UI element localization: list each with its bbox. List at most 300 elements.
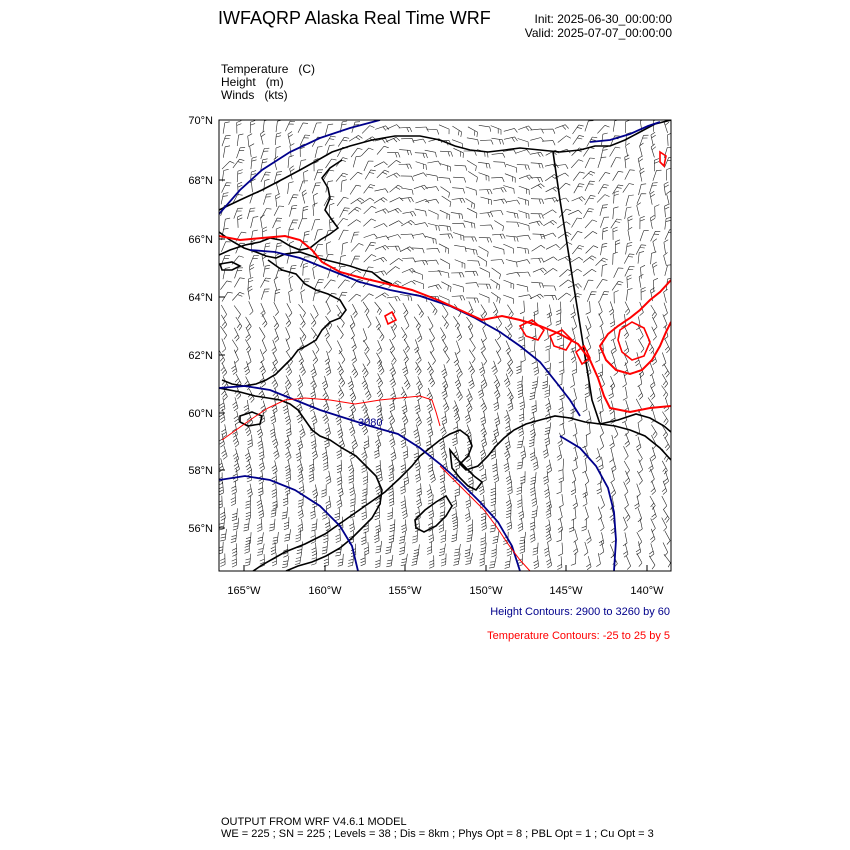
wind-barb [403, 212, 416, 217]
wind-barb [257, 424, 263, 438]
wind-barb [612, 281, 623, 290]
wind-barb [438, 177, 450, 183]
wind-barb [275, 133, 281, 145]
wind-barb [531, 199, 544, 204]
wind-barb [387, 507, 392, 520]
wind-barb [479, 294, 489, 303]
wind-barb [441, 282, 451, 292]
wind-barb [339, 350, 345, 363]
wind-barb [583, 399, 587, 412]
wind-barb [402, 258, 415, 263]
wind-barb [654, 159, 659, 172]
wind-barb [650, 496, 655, 510]
wind-barb [314, 280, 324, 290]
wind-barb [454, 245, 466, 252]
wind-barb [390, 185, 403, 192]
wind-barb [322, 376, 328, 390]
wind-barb [249, 264, 254, 277]
wind-barb [585, 158, 595, 168]
wind-barb [587, 292, 596, 302]
wind-barb [374, 162, 388, 167]
wind-barb [399, 127, 412, 132]
wind-barb [468, 171, 477, 182]
wind-barb [518, 518, 523, 531]
wind-barb [507, 517, 512, 530]
model-version: OUTPUT FROM WRF V4.6.1 MODEL [221, 816, 407, 828]
wind-barb [401, 138, 414, 143]
wind-barb [403, 350, 408, 363]
wind-barb [325, 517, 330, 530]
wind-barb [401, 496, 406, 509]
wind-barb [454, 409, 460, 423]
wind-barb [363, 302, 369, 315]
wind-barb [573, 388, 577, 402]
wind-barb [272, 400, 278, 414]
wind-barb [614, 291, 619, 304]
wind-barb [504, 410, 510, 424]
wind-barb [361, 294, 373, 302]
wind-barb [452, 188, 464, 194]
wind-barb [235, 268, 244, 279]
wind-barb [276, 194, 281, 207]
wind-barb [599, 172, 610, 181]
wind-barb [545, 422, 551, 434]
wind-barb [451, 530, 457, 542]
wind-barb [624, 461, 630, 475]
wind-barb [276, 253, 281, 266]
wind-barb [598, 507, 602, 521]
wind-barb [337, 341, 342, 355]
wind-barb [259, 505, 264, 518]
wind-barb [427, 542, 432, 555]
wind-barb [231, 361, 237, 375]
wind-barb [652, 317, 657, 331]
wind-barb [572, 470, 576, 484]
wind-barb [453, 177, 466, 182]
wind-barb [639, 460, 643, 474]
wind-barb [546, 555, 552, 569]
wind-barb [585, 471, 589, 485]
wind-barb [222, 339, 226, 353]
wind-barb [598, 301, 602, 315]
wind-barb [348, 376, 354, 390]
wind-barb [375, 245, 389, 250]
wind-barb [309, 469, 314, 482]
wind-barb [290, 205, 298, 216]
wind-barb [231, 481, 236, 494]
wind-barb [610, 376, 615, 390]
wind-barb [313, 123, 322, 134]
wind-barb [261, 303, 266, 317]
wind-barb [626, 556, 630, 570]
wind-barb [558, 183, 570, 191]
wind-barb [249, 301, 253, 315]
wind-barb [506, 471, 511, 485]
wind-barb [386, 555, 393, 567]
wind-barb [247, 435, 252, 448]
wind-barb [401, 554, 408, 566]
wind-barb [468, 127, 478, 137]
wind-barb [493, 162, 506, 167]
wind-barb [349, 294, 361, 302]
wind-barb [336, 399, 342, 413]
wind-barb [220, 554, 225, 567]
wind-barb [237, 148, 246, 159]
wind-barb [246, 507, 251, 520]
wind-barb [341, 180, 347, 192]
wind-barb [440, 423, 446, 437]
wind-barbs [218, 119, 675, 570]
wind-barb [467, 138, 479, 145]
wind-barb [454, 165, 467, 171]
wind-barb [456, 387, 462, 401]
wind-barb [387, 125, 401, 130]
wind-barb [326, 301, 331, 315]
wind-barb [530, 138, 544, 142]
wind-barb [614, 191, 619, 204]
wind-barb [233, 159, 244, 168]
wind-barb [222, 183, 232, 193]
lat-label: 62°N [188, 350, 213, 362]
wind-barb [416, 162, 427, 170]
wind-barb [413, 173, 427, 177]
wind-barb [480, 268, 490, 278]
wind-barb [326, 340, 332, 353]
wind-barb [250, 121, 255, 134]
wind-barb [625, 508, 631, 521]
wind-barb [596, 448, 601, 462]
wind-barb [412, 531, 417, 544]
wind-barb [545, 198, 558, 203]
lat-label: 66°N [188, 234, 213, 246]
wind-barb [425, 236, 436, 244]
wind-barb [401, 188, 413, 195]
wind-barb [466, 298, 479, 303]
wind-barb [465, 271, 478, 276]
wind-barb [452, 223, 465, 228]
wind-barb [390, 519, 395, 532]
wind-barb [530, 424, 535, 438]
wind-barb [585, 181, 595, 191]
wind-barb [349, 519, 354, 532]
wind-barb [336, 173, 348, 182]
wind-barb [365, 242, 376, 251]
wind-barb [440, 234, 453, 239]
wind-barb [625, 495, 629, 509]
wind-barb [289, 195, 299, 205]
wind-barb [637, 553, 642, 566]
wind-barb [415, 362, 421, 375]
wind-barb [517, 247, 529, 254]
wind-barb [556, 302, 561, 315]
wind-barb [375, 435, 381, 449]
wind-barb [651, 447, 656, 461]
wind-barb [325, 423, 331, 437]
wind-barb [220, 529, 226, 541]
wind-barb [286, 339, 290, 353]
wind-barb [439, 544, 446, 556]
wind-barb [506, 164, 517, 172]
wind-barb [337, 292, 347, 302]
wind-barb [506, 495, 512, 509]
wind-barb [651, 144, 656, 158]
wind-barb [651, 132, 656, 146]
wind-barb [558, 136, 571, 143]
wind-barb [297, 460, 303, 474]
wind-barb [301, 290, 305, 303]
wind-barb [468, 326, 473, 340]
wind-barb [336, 530, 341, 543]
wind-barb [219, 434, 225, 448]
wind-barb [467, 317, 473, 330]
wind-barb [600, 217, 609, 228]
wind-barb [218, 496, 223, 509]
wind-barb [465, 544, 471, 556]
wind-barb [597, 125, 609, 133]
wind-barb [611, 158, 621, 168]
wind-barb [234, 411, 240, 425]
wind-barb [602, 264, 608, 276]
wind-barb [426, 174, 438, 181]
wind-barb [520, 301, 525, 314]
wind-barb [401, 176, 414, 181]
wind-barb [349, 483, 354, 496]
wind-barb [297, 375, 303, 389]
wind-barb [558, 433, 563, 447]
wind-barb [583, 269, 596, 276]
wind-barb [284, 517, 289, 530]
wind-barb [504, 137, 518, 142]
wind-barb [469, 375, 475, 389]
wind-barb [221, 363, 227, 377]
wind-barb [585, 220, 597, 228]
wind-barb [362, 126, 374, 134]
wind-barb [374, 224, 388, 228]
wind-barb [246, 327, 251, 341]
wind-barb [573, 172, 584, 181]
wind-barb [412, 271, 422, 280]
lon-label: 155°W [388, 585, 422, 597]
wind-barb [480, 412, 485, 426]
wind-barb [543, 445, 548, 459]
wind-barb [649, 543, 654, 557]
wind-barb [440, 151, 453, 156]
wind-barb [664, 471, 669, 485]
wind-barb [532, 400, 537, 413]
wind-barb [505, 556, 511, 568]
wind-barb [439, 225, 451, 231]
wind-barb [412, 234, 425, 238]
wind-barb [428, 210, 438, 220]
wind-barb [555, 125, 569, 130]
wind-barb [481, 517, 486, 530]
wind-barb [582, 460, 586, 473]
norton-sound [222, 260, 346, 386]
wind-barb [325, 136, 336, 145]
wind-barb [465, 553, 472, 565]
wind-barb [614, 268, 624, 278]
wind-barb [288, 182, 294, 194]
wind-barb [349, 470, 354, 483]
wind-barb [351, 243, 363, 251]
wind-barb [416, 412, 422, 426]
wind-barb [375, 481, 380, 495]
wind-barb [270, 424, 275, 437]
wind-barb [583, 171, 595, 179]
lon-label: 145°W [549, 585, 583, 597]
lat-label: 56°N [188, 523, 213, 535]
wind-barb [469, 350, 475, 363]
wind-barb [427, 399, 433, 413]
wind-barb [518, 223, 529, 231]
wind-barb [303, 231, 309, 243]
wind-barb [505, 421, 510, 434]
wind-barb [260, 278, 270, 288]
wind-barb [543, 286, 556, 291]
wind-barb [387, 246, 400, 251]
wind-barb [479, 125, 491, 131]
wind-barb [559, 270, 572, 277]
wind-barb [530, 412, 535, 426]
wind-barb [275, 289, 281, 301]
wind-barb [353, 156, 361, 167]
wind-barb [559, 470, 564, 483]
wind-barb [651, 481, 656, 495]
wind-barb [508, 352, 513, 366]
wind-barb [546, 529, 552, 543]
wind-barb [519, 409, 524, 422]
wind-barb [232, 397, 238, 411]
wind-barb [257, 495, 262, 509]
wind-barb [479, 190, 492, 195]
wind-barb [376, 400, 381, 414]
wind-barb [300, 314, 305, 327]
wind-barb [613, 171, 624, 180]
wind-barb [400, 481, 405, 494]
wind-barb [298, 219, 307, 229]
wind-barb [568, 210, 582, 215]
wind-barb [257, 544, 264, 556]
wind-barb [610, 147, 621, 156]
wind-barb [531, 258, 544, 263]
wind-barb [375, 209, 389, 214]
wind-barb [443, 399, 449, 413]
wind-barb [387, 267, 400, 274]
wind-barb [664, 253, 668, 267]
wind-barb [464, 221, 475, 229]
wind-barb [664, 303, 668, 317]
wind-barb [288, 156, 294, 168]
wind-barb [494, 375, 500, 389]
wind-barb [272, 532, 278, 544]
wind-barb [336, 411, 342, 425]
wind-barb [665, 437, 670, 451]
wind-barb [245, 448, 251, 462]
wind-barb [272, 376, 278, 390]
wind-barb [274, 206, 284, 216]
wind-barb [464, 237, 477, 242]
wind-barb [493, 188, 506, 193]
wind-barb [402, 268, 416, 273]
wind-barb [516, 150, 530, 154]
wind-barb [492, 153, 505, 157]
wind-barb [572, 245, 584, 254]
wind-barb [451, 273, 464, 278]
wind-barb [274, 156, 278, 170]
lat-label: 60°N [188, 408, 213, 420]
wind-barb [530, 177, 543, 182]
wind-barb [288, 132, 293, 146]
wind-barb [609, 302, 614, 316]
wind-barb [427, 424, 433, 438]
wind-barb [613, 252, 618, 265]
wind-barb [613, 207, 619, 219]
wind-barb [615, 240, 620, 253]
wind-barb [390, 363, 396, 377]
wind-barb [493, 531, 499, 543]
wind-barb [637, 484, 641, 498]
st-lawrence [220, 262, 240, 270]
wind-barb [387, 235, 401, 239]
wind-barb [401, 460, 406, 473]
wind-barb [587, 337, 591, 351]
wind-barb [519, 506, 524, 519]
wind-barb [289, 276, 293, 290]
wind-barb [365, 170, 376, 180]
wind-barb [531, 214, 544, 219]
wind-barb [571, 304, 576, 317]
wind-barb [638, 339, 644, 352]
wind-barb [662, 461, 667, 474]
wind-barb [491, 177, 504, 182]
wind-barb [264, 179, 270, 191]
wind-barb [478, 256, 487, 267]
wind-barb [258, 436, 263, 450]
wind-barb [664, 182, 669, 195]
model-info [221, 816, 654, 840]
wind-barb [261, 148, 270, 159]
wind-barb [638, 518, 642, 532]
wind-barb [470, 338, 476, 351]
wind-barb [665, 339, 670, 353]
wind-barb [427, 412, 433, 426]
wind-barb [479, 173, 490, 182]
wind-barb [311, 313, 317, 326]
wind-barb [276, 146, 281, 159]
wind-barb [439, 125, 449, 134]
wind-barb [452, 198, 465, 203]
wind-barb [402, 411, 408, 425]
wind-barb [557, 481, 562, 494]
wind-barb [284, 529, 290, 541]
wind-barb [257, 532, 263, 544]
wind-barb [222, 446, 228, 460]
wind-barb [428, 316, 433, 330]
wind-barb [453, 148, 463, 158]
wind-barb [493, 246, 504, 254]
wind-barb [518, 126, 532, 131]
wind-barb [466, 248, 478, 255]
wind-barb [597, 481, 602, 494]
wind-barb [337, 425, 343, 439]
wind-barb [273, 218, 283, 228]
wind-barb [569, 519, 574, 532]
wind-barb [374, 445, 379, 458]
wind-barb [440, 494, 445, 507]
wind-barb [263, 194, 271, 205]
wind-barb [600, 436, 604, 450]
wind-barb [404, 316, 409, 330]
